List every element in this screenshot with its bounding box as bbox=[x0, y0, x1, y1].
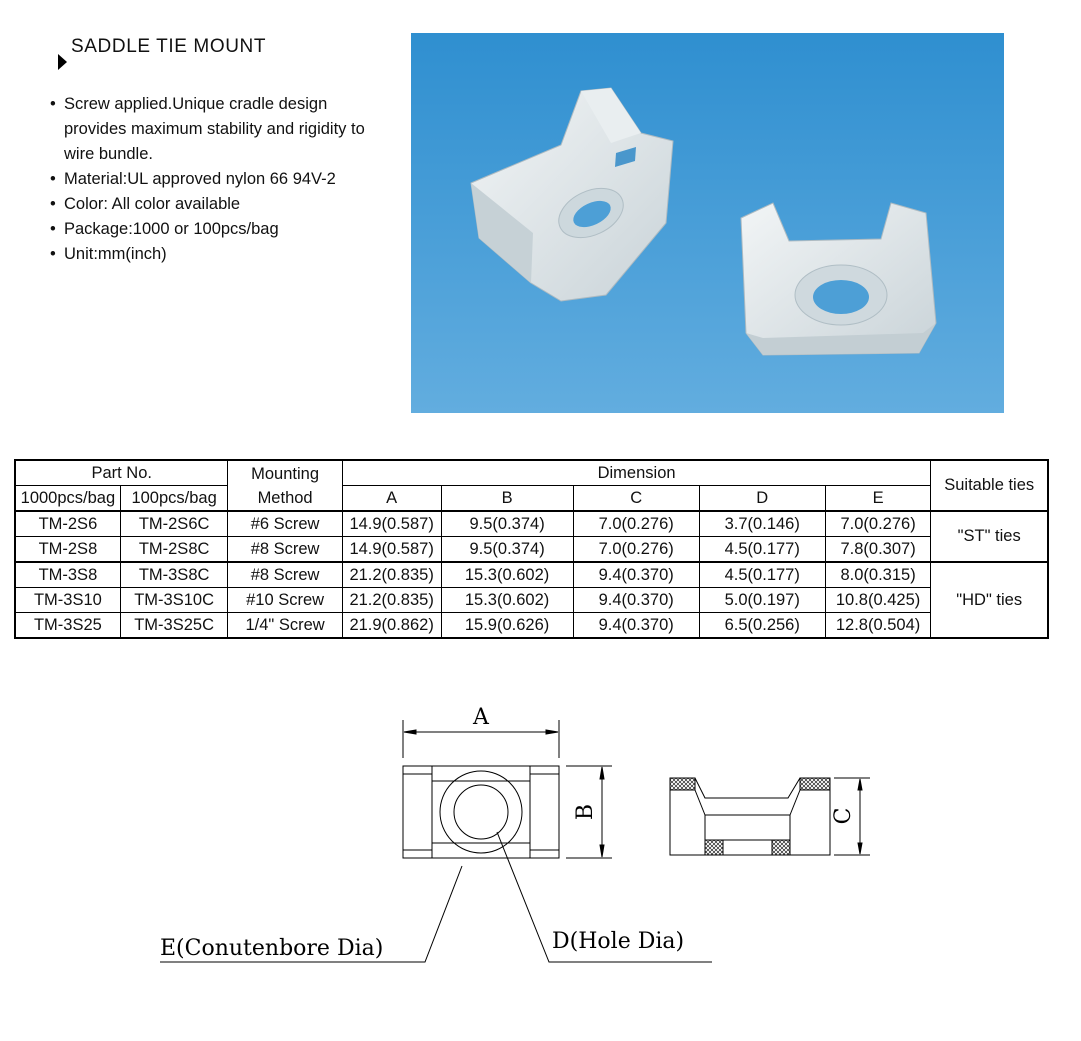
cell-suitable-hd: "HD" ties bbox=[931, 562, 1048, 638]
table-subheader-row bbox=[15, 486, 1048, 512]
page-title: SADDLE TIE MOUNT bbox=[71, 36, 267, 57]
cell-part-1000: TM-3S8 bbox=[15, 562, 120, 588]
header-dim-a: A bbox=[342, 486, 441, 512]
label-counterbore-dia: E(Conutenbore Dia) bbox=[160, 936, 384, 961]
cell-part-100: TM-2S8C bbox=[120, 537, 228, 563]
table-row bbox=[15, 511, 1048, 537]
cell-dim-b: 15.3(0.602) bbox=[441, 588, 573, 613]
header-dim-c: C bbox=[573, 486, 699, 512]
header-1000pcs: 1000pcs/bag bbox=[15, 486, 120, 512]
table-row bbox=[15, 588, 1048, 613]
cell-method: #6 Screw bbox=[228, 511, 342, 537]
cell-part-100: TM-3S10C bbox=[120, 588, 228, 613]
bullet-arrow-icon bbox=[58, 54, 67, 70]
cell-dim-c: 9.4(0.370) bbox=[573, 588, 699, 613]
cell-method: #8 Screw bbox=[228, 562, 342, 588]
cell-dim-a: 14.9(0.587) bbox=[342, 511, 441, 537]
bullet-dot-icon: • bbox=[50, 245, 56, 263]
bullet-dot-icon: • bbox=[50, 220, 56, 238]
feature-item: • Unit:mm(inch) bbox=[50, 242, 374, 267]
cell-dim-e: 12.8(0.504) bbox=[825, 613, 931, 639]
feature-item: • Material:UL approved nylon 66 94V-2 bbox=[50, 167, 374, 192]
spec-table bbox=[14, 459, 1049, 639]
cell-dim-e: 8.0(0.315) bbox=[825, 562, 931, 588]
bullet-dot-icon: • bbox=[50, 170, 56, 188]
cell-dim-a: 14.9(0.587) bbox=[342, 537, 441, 563]
cell-dim-c: 7.0(0.276) bbox=[573, 511, 699, 537]
product-photo-illustration bbox=[411, 33, 1004, 413]
header-dim-e: E bbox=[825, 486, 931, 512]
cell-dim-b: 9.5(0.374) bbox=[441, 537, 573, 563]
feature-item: • Color: All color available bbox=[50, 192, 374, 217]
product-photo bbox=[411, 33, 1004, 413]
label-hole-dia: D(Hole Dia) bbox=[552, 929, 685, 954]
cell-dim-e: 10.8(0.425) bbox=[825, 588, 931, 613]
cell-part-100: TM-3S8C bbox=[120, 562, 228, 588]
cell-dim-d: 6.5(0.256) bbox=[699, 613, 825, 639]
table-row bbox=[15, 613, 1048, 639]
cell-dim-c: 9.4(0.370) bbox=[573, 613, 699, 639]
header-suitable-ties: Suitable ties bbox=[931, 460, 1048, 511]
header-dimension: Dimension bbox=[342, 460, 931, 486]
feature-list bbox=[50, 92, 374, 267]
cell-part-100: TM-2S6C bbox=[120, 511, 228, 537]
technical-drawing bbox=[140, 690, 900, 980]
side-view bbox=[670, 778, 830, 855]
cell-dim-c: 7.0(0.276) bbox=[573, 537, 699, 563]
cell-method: 1/4" Screw bbox=[228, 613, 342, 639]
table-row bbox=[15, 562, 1048, 588]
header-mounting-method: Mounting Method bbox=[228, 460, 342, 511]
feature-item: • Package:1000 or 100pcs/bag bbox=[50, 217, 374, 242]
cell-method: #8 Screw bbox=[228, 537, 342, 563]
cell-dim-d: 4.5(0.177) bbox=[699, 537, 825, 563]
cell-dim-b: 15.9(0.626) bbox=[441, 613, 573, 639]
bullet-dot-icon: • bbox=[50, 95, 56, 113]
header-100pcs: 100pcs/bag bbox=[120, 486, 228, 512]
cell-dim-c: 9.4(0.370) bbox=[573, 562, 699, 588]
cell-dim-e: 7.8(0.307) bbox=[825, 537, 931, 563]
counterbore-circle bbox=[440, 771, 522, 853]
feature-item: • Screw applied.Unique cradle design provides maximum stability and rigidity to wire bundle. bbox=[50, 92, 374, 167]
cell-part-1000: TM-2S6 bbox=[15, 511, 120, 537]
cell-dim-d: 4.5(0.177) bbox=[699, 562, 825, 588]
cell-suitable-st: "ST" ties bbox=[931, 511, 1048, 562]
label-dim-c: C bbox=[831, 807, 856, 825]
cell-part-1000: TM-3S25 bbox=[15, 613, 120, 639]
label-dim-b: B bbox=[573, 803, 598, 821]
cell-dim-a: 21.2(0.835) bbox=[342, 588, 441, 613]
cell-dim-d: 5.0(0.197) bbox=[699, 588, 825, 613]
header-dim-b: B bbox=[441, 486, 573, 512]
cell-dim-b: 15.3(0.602) bbox=[441, 562, 573, 588]
cell-part-100: TM-3S25C bbox=[120, 613, 228, 639]
cell-dim-d: 3.7(0.146) bbox=[699, 511, 825, 537]
table-row bbox=[15, 537, 1048, 563]
cell-dim-e: 7.0(0.276) bbox=[825, 511, 931, 537]
bullet-dot-icon: • bbox=[50, 195, 56, 213]
cell-dim-a: 21.9(0.862) bbox=[342, 613, 441, 639]
cell-dim-a: 21.2(0.835) bbox=[342, 562, 441, 588]
label-dim-a: A bbox=[473, 705, 489, 730]
top-view-outline bbox=[403, 766, 559, 858]
header-dim-d: D bbox=[699, 486, 825, 512]
title-row bbox=[58, 36, 266, 58]
cell-method: #10 Screw bbox=[228, 588, 342, 613]
header-part-no: Part No. bbox=[15, 460, 228, 486]
technical-drawing-svg bbox=[140, 690, 900, 980]
cell-part-1000: TM-3S10 bbox=[15, 588, 120, 613]
cell-dim-b: 9.5(0.374) bbox=[441, 511, 573, 537]
hole-circle bbox=[454, 785, 508, 839]
cell-part-1000: TM-2S8 bbox=[15, 537, 120, 563]
table-header-row bbox=[15, 460, 1048, 486]
